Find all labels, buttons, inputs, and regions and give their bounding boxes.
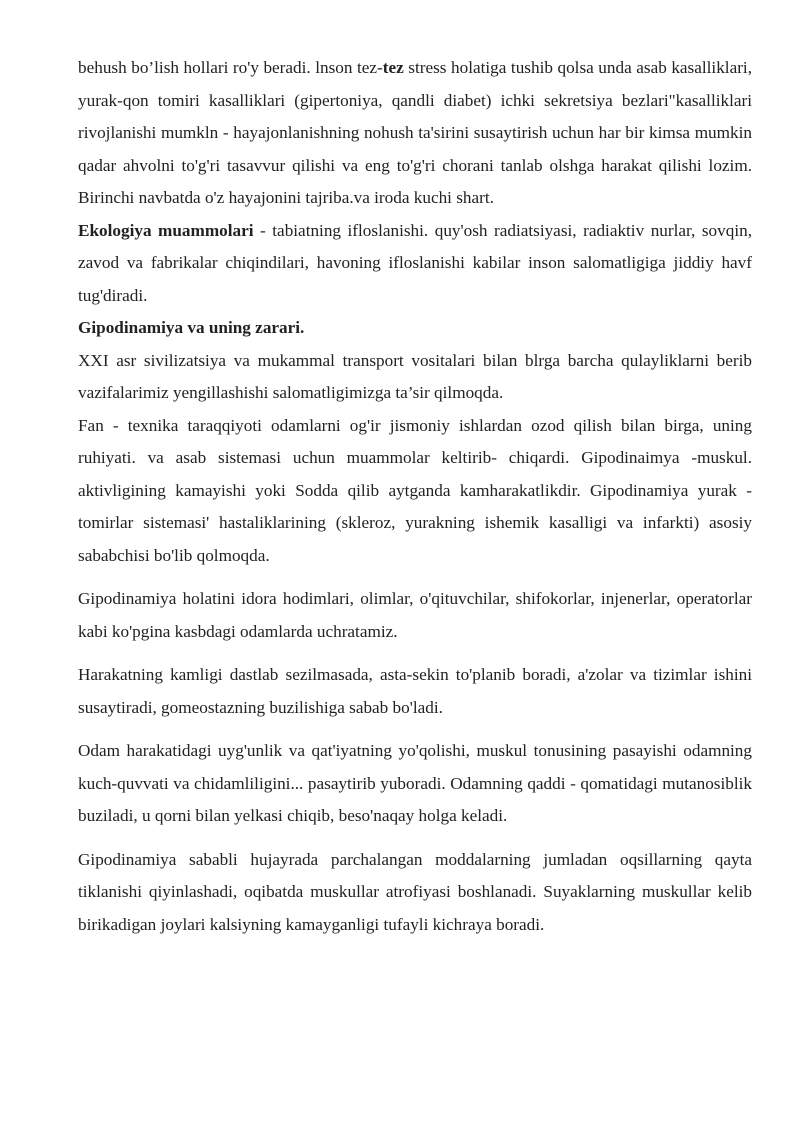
bold-word-tez: tez [382,58,404,77]
paragraph-technology: Fan - texnika taraqqiyoti odamlarni og'ir jismoniy ishlardan ozod qilish bilan birga, uning ruhiyati. va asab sistemasi uchun muammolar keltirib- chiqardi. Gipodinaimya -muskul. aktivligining kamayishi yoki Sodda qilib aytganda kamharakatlikdir. Gipodinamiya yurak - tomirlar sistemasi' hastaliklarining (skleroz, yurakning ishemik kasalligi va infarkti) asosiy sababchisi bo'lib qolmoqda. [78,415,752,565]
paragraph-civilization: XXI asr sivilizatsiya va mukammal transport vositalari bilan blrga barcha qulayliklarni berib vazifalarimiz yengillashishi salomatligimizga ta’sir qilmoqda. [78,350,752,402]
section-heading: Gipodinamiya va uning zarari. [78,318,305,337]
ecology-term: Ekologiya muammolari [78,220,254,240]
paragraph-atrophy: Gipodinamiya sababli hujayrada parchalangan moddalarning jumladan oqsillarning qayta tiklanishi qiyinlashadi, oqibatda muskullar atrofiyasi boshlanadi. Suyaklarning muskullar kelib birikadigan joylari kalsiyning kamayganligi tufayli kichraya boradi. [78,849,752,934]
paragraph-stress-text-start: behush bo’lish hollari ro'y beradi. lnson tez- [78,58,383,77]
paragraph-stress [78,52,752,215]
paragraph-professions: Gipodinamiya holatini idora hodimlari, olimlar, o'qituvchilar, shifokorlar, injenerlar, operatorlar kabi ko'pgina kasbdagi odamlarda uchratamiz. [78,589,752,641]
paragraph-stress-text-end: stress holatiga tushib qolsa unda asab kasalliklari, yurak-qon tomiri kasalliklari (gipertoniya, qandli diabet) ichki sekretsiya bezlari"kasalliklari rivojlanishi mumkln - hayajonlanishning nohush ta'sirini susaytirish uchun har bir kimsa mumkin qadar ahvolni to'g'ri tasavvur qilishi va eng to'g'ri chorani tanlab olshga harakat qilishi lozim. Birinchi navbatda o'z hayajonini tajriba.va iroda kuchi shart. [78,58,752,207]
paragraph-movement: Harakatning kamligi dastlab sezilmasada, asta-sekin to'planib boradi, a'zolar va tizimlar ishini susaytiradi, gomeostazning buzilishiga sabab bo'ladi. [78,665,752,717]
paragraph-ecology [78,215,752,313]
document-page [78,52,752,941]
paragraph-posture: Odam harakatidagi uyg'unlik va qat'iyatning yo'qolishi, muskul tonusining pasayishi odamning kuch-quvvati va chidamliligini... pasaytirib yuboradi. Odamning qaddi - qomatidagi mutanosiblik buziladi, u qorni bilan yelkasi chiqib, beso'naqay holga keladi. [78,741,752,825]
ecology-definition: - tabiatning ifloslanishi. quy'osh radiatsiyasi, radiaktiv nurlar, sovqin, zavod va fabrikalar chiqindilari, havoning ifloslanishi kabilar inson salomatligiga jiddiy havf tug'diradi. [78,220,752,305]
